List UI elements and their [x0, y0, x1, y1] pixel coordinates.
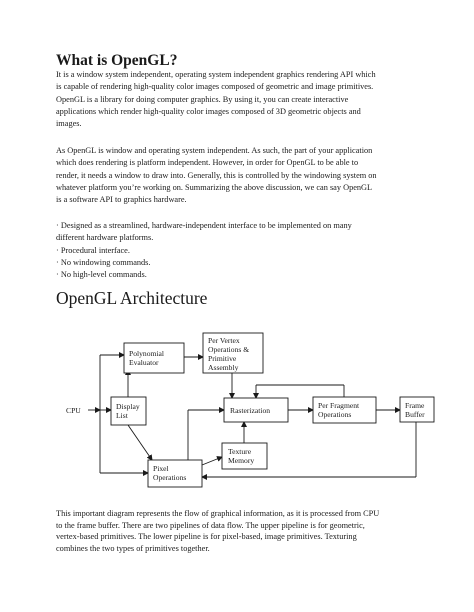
paragraph-line: images.	[56, 119, 82, 129]
bullet-list-features	[56, 220, 422, 281]
per-fragment-label: Per Fragment	[318, 401, 360, 410]
paragraph-line: applications which render high-quality color images composed of 3D geometric objects and	[56, 106, 361, 116]
paragraph-line: whatever platform you’re working on. Summarizing the above discussion, we can say OpenGL	[56, 182, 373, 192]
caption-line: This important diagram represents the flow of graphical information, as it is processed from CPU	[56, 509, 380, 518]
rasterization-label: Rasterization	[230, 406, 271, 415]
cpu-label: CPU	[66, 406, 81, 415]
bullet-item: · Designed as a streamlined, hardware-independent interface to be implemented on many	[56, 221, 352, 230]
pixel-operations-label: Operations	[153, 473, 187, 482]
pixel-operations-label: Pixel	[153, 464, 169, 473]
section-heading-opengl-architecture: OpenGL Architecture	[56, 288, 208, 308]
bullet-item: · No windowing commands.	[56, 257, 151, 267]
bullet-item: · No high-level commands.	[56, 270, 147, 280]
caption-line: vertex-based primitives. The lower pipeline is for pixel-based, image primitives. Texturing	[56, 532, 357, 541]
display-list-label: Display	[116, 402, 140, 411]
diagram-caption	[56, 508, 422, 554]
section-heading-what-is-opengl: What is OpenGL?	[56, 52, 178, 69]
polynomial-evaluator-label: Polynomial	[129, 349, 165, 358]
paragraph-platform-independence	[56, 145, 422, 206]
frame-buffer-label: Buffer	[405, 410, 425, 419]
per-fragment-label: Operations	[318, 410, 352, 419]
per-vertex-label: Assembly	[208, 363, 239, 372]
per-vertex-label: Operations &	[208, 345, 250, 354]
caption-line: to the frame buffer. There are two pipelines of data flow. The upper pipeline is for geometric,	[56, 520, 365, 530]
caption-line: combines the two types of primitives together.	[56, 543, 210, 553]
paragraph-line: is capable of rendering high-quality color images composed of geometric and image primitives.	[56, 82, 374, 92]
paragraph-intro	[56, 69, 422, 130]
per-vertex-label: Per Vertex	[208, 336, 240, 345]
paragraph-line: OpenGL is a library for doing computer graphics. By using it, you can create interactive	[56, 94, 349, 104]
bullet-item-continuation: different hardware platforms.	[56, 233, 154, 243]
display-list-label: List	[116, 411, 128, 420]
texture-memory-label: Texture	[228, 447, 252, 456]
paragraph-line: It is a window system independent, operating system independent graphics rendering API which	[56, 70, 376, 79]
paragraph-line: is a software API to graphics hardware.	[56, 195, 187, 205]
bullet-item: · Procedural interface.	[56, 245, 130, 255]
paragraph-line: which does rendering is platform independent. However, in order for OpenGL to be able to	[56, 158, 359, 168]
paragraph-line: render, it needs a window to draw into. Generally, this is controlled by the windowing system on	[56, 170, 377, 180]
architecture-diagram	[60, 325, 425, 495]
per-vertex-label: Primitive	[208, 354, 237, 363]
texture-memory-label: Memory	[228, 456, 255, 465]
frame-buffer-label: Frame	[405, 401, 425, 410]
polynomial-evaluator-label: Evaluator	[129, 358, 159, 367]
paragraph-line: As OpenGL is window and operating system independent. As such, the part of your application	[56, 146, 373, 155]
